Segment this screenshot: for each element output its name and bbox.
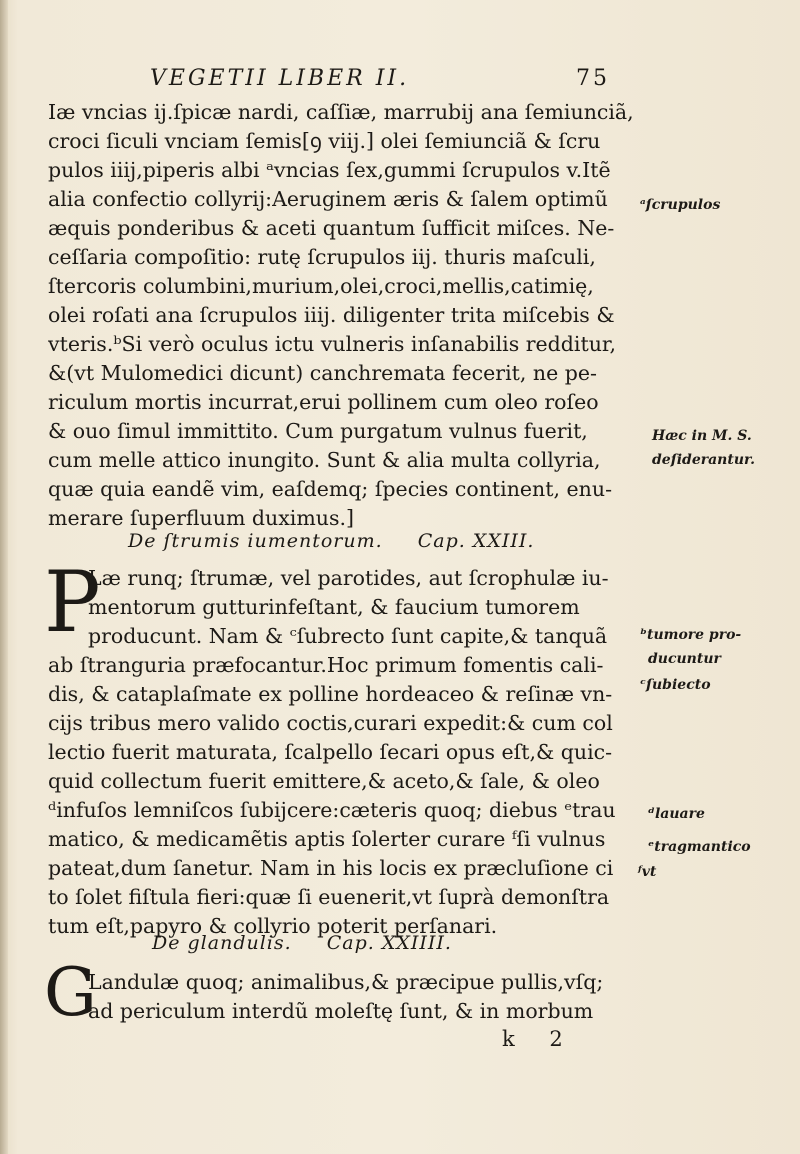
chapter-number: Cap. XXIII. — [417, 530, 535, 552]
text-line: Læ runq; ſtrumæ, vel parotides, aut ſcrophulæ iu- — [88, 566, 609, 590]
text-line: cum melle attico inungito. Sunt & alia multa collyria, — [48, 448, 601, 472]
text-line: Iæ vncias ij.ſpicæ nardi, caſſiæ, marrubij ana ſemiunciã, — [48, 100, 634, 124]
text-line: ᵈinfuſos lemniſcos ſubijcere:cæteris quoq; diebus ᵉtrau — [48, 798, 616, 822]
text-line: & ouo ſimul immittito. Cum purgatum vulnus fuerit, — [48, 419, 588, 443]
text-line: vteris.ᵇSi verò oculus ictu vulneris inſanabilis redditur, — [48, 332, 616, 356]
text-line: ceſſaria compoſitio: rutę ſcrupulos iij. thuris maſculi, — [48, 245, 596, 269]
running-header — [150, 66, 610, 96]
text-block-3 — [48, 968, 638, 1026]
running-head: VEGETII LIBER II. — [150, 66, 410, 91]
chapter-heading-23 — [128, 530, 534, 552]
margin-note-b: ᵇtumore pro- — [640, 627, 742, 643]
text-line: pateat,dum ſanetur. Nam in his locis ex præcluſione ci — [48, 856, 614, 880]
text-line: croci ſiculi vnciam ſemis[ꝯ viij.] olei ſemiunciã & ſcru — [48, 129, 601, 153]
margin-note-b: ducuntur — [648, 651, 721, 667]
text-line: dis, & cataplaſmate ex polline hordeaceo & reſinæ vn- — [48, 682, 613, 706]
chapter-heading-24 — [152, 932, 452, 954]
page-gutter — [0, 0, 8, 1154]
text-line: cijs tribus mero valido coctis,curari expedit:& cum col — [48, 711, 613, 735]
text-line: mentorum gutturinfeſtant, & faucium tumorem — [88, 595, 580, 619]
text-line: quid collectum fuerit emittere,& aceto,& ſale, & oleo — [48, 769, 600, 793]
margin-note-e: ᵉtragmantico — [648, 839, 751, 855]
margin-note-f: ᶠvt — [638, 864, 657, 880]
drop-cap: G — [44, 954, 97, 1031]
folio-number: 75 — [576, 66, 610, 91]
text-line: pulos iiij,piperis albi ᵃvncias ſex,gummi ſcrupulos v.Itẽ — [48, 158, 611, 182]
text-line: alia confectio collyrij:Aeruginem æris & ſalem optimũ — [48, 187, 608, 211]
chapter-title: De ſtrumis iumentorum. — [128, 530, 383, 552]
margin-note-hec: Hæc in M. S. — [652, 428, 752, 444]
text-line: producunt. Nam & ᶜſubrecto ſunt capite,& tanquã — [88, 624, 608, 648]
text-block-1 — [48, 98, 638, 533]
margin-note-hec: deſiderantur. — [652, 452, 755, 468]
text-line: æquis ponderibus & aceti quantum ſufficit miſces. Ne- — [48, 216, 615, 240]
text-line: matico, & medicamẽtis aptis ſolerter curare ᶠſi vulnus — [48, 827, 606, 851]
text-line: olei roſati ana ſcrupulos iiij. diligenter trita miſcebis & — [48, 303, 615, 327]
text-line: ab ſtranguria præfocantur.Hoc primum fomentis cali- — [48, 653, 604, 677]
chapter-title: De glandulis. — [152, 932, 292, 954]
text-line: lectio fuerit maturata, ſcalpello ſecari opus eſt,& quic- — [48, 740, 613, 764]
signature-mark: k 2 — [502, 1027, 577, 1051]
margin-note-c: ᶜſubiecto — [640, 677, 711, 693]
text-line: tum eſt,papyro & collyrio poterit perſanari. — [48, 914, 498, 938]
text-block-2 — [48, 564, 638, 941]
text-line: to ſolet fiſtula fieri:quæ ſi euenerit,vt ſuprà demonſtra — [48, 885, 610, 909]
text-line: riculum mortis incurrat,erui pollinem cum oleo roſeo — [48, 390, 599, 414]
text-line: Landulæ quoq; animalibus,& præcipue pullis,vſq; — [88, 970, 604, 994]
text-line: merare ſuperfluum duximus.] — [48, 506, 355, 530]
text-line: &(vt Mulomedici dicunt) canchremata fecerit, ne pe- — [48, 361, 597, 385]
text-line: ſtercoris columbini,murium,olei,croci,mellis,catimię, — [48, 274, 594, 298]
text-line: ad periculum interdũ moleſtę ſunt, & in morbum — [88, 999, 594, 1023]
drop-cap: P — [44, 553, 101, 651]
margin-note-a: ᵃſcrupulos — [640, 197, 721, 213]
text-line: quæ quia eandẽ vim, eaſdemq; ſpecies continent, enu- — [48, 477, 612, 501]
chapter-number: Cap. XXIIII. — [326, 932, 452, 954]
margin-note-d: ᵈlauare — [648, 806, 705, 822]
